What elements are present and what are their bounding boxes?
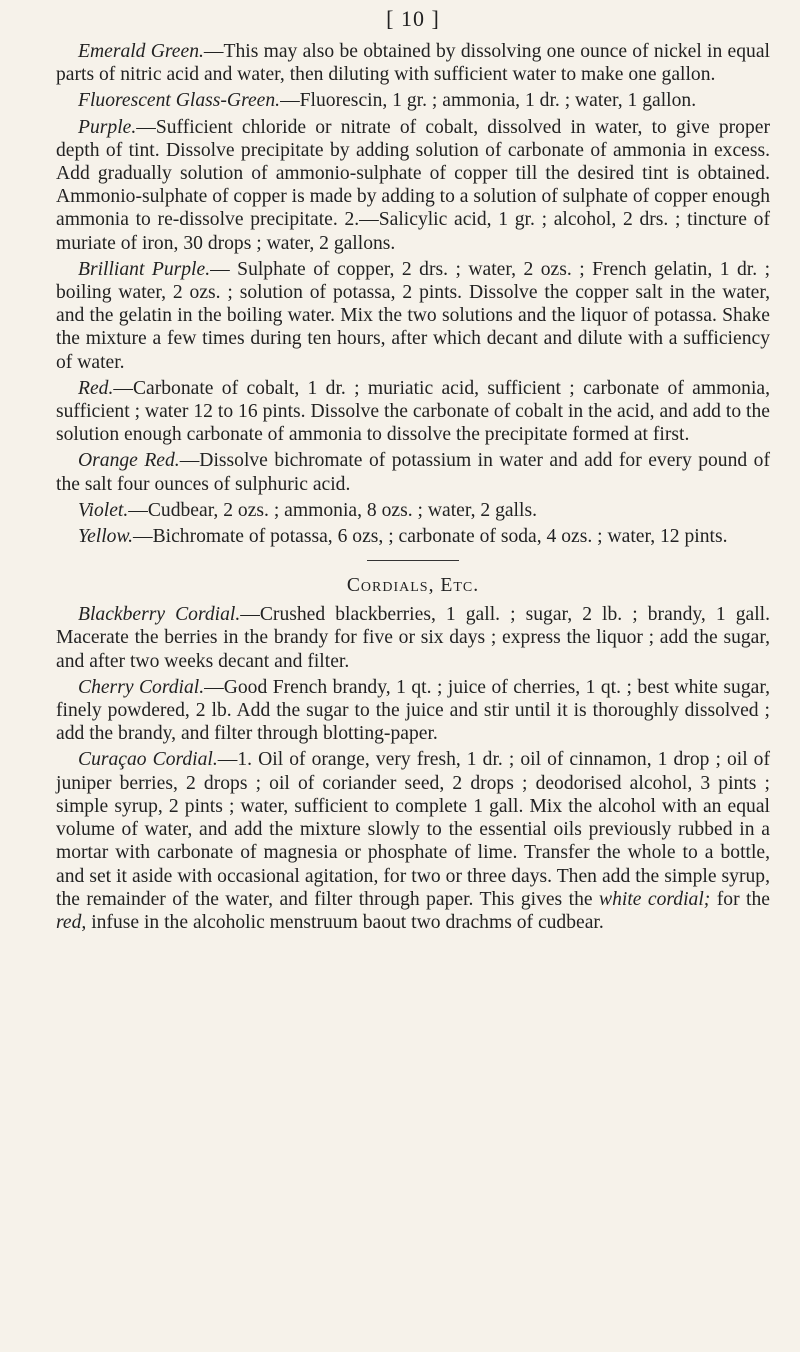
entry-text: for the [710,888,770,910]
entry-term: Red. [78,377,114,399]
entry-brilliant-purple [56,258,770,374]
entry-yellow [56,525,770,548]
entry-emphasis: white cordial; [599,888,711,910]
entry-text: —Dissolve bichromate of potassium in water and add for every pound of the salt four ounces of sulphuric acid. [56,450,770,495]
document-page [56,6,770,937]
entry-term: Curaçao Cordial. [78,749,218,771]
entry-text: —Cudbear, 2 ozs. ; ammonia, 8 ozs. ; water, 2 galls. [128,499,537,521]
section-divider [367,560,459,561]
entry-text: —Fluorescin, 1 gr. ; ammonia, 1 dr. ; water, 1 gallon. [280,90,697,112]
entry-text: —1. Oil of orange, very fresh, 1 dr. ; oil of cinnamon, 1 drop ; oil of juniper berries, 2 drops ; oil of coriander seed, 2 drops ; deodorised alcohol, 3 pints ; simple syrup, 2 pints ; water, sufficient to complete 1 gall. Mix the alcohol with an equal volume of water, and add the mixture slowly to the essential oils previously rubbed in a mortar with carbonate of magnesia or phosphate of lime. Transfer the whole to a bottle, and set it aside with occasional agitation, for two or three days. Then add the simple syrup, the remainder of the water, and filter through paper. This gives the [56,749,771,910]
entry-term: Fluorescent Glass-Green. [78,90,281,112]
entry-cherry-cordial [56,676,770,746]
page-number: [ 10 ] [386,6,440,31]
entry-term: Blackberry Cordial. [78,604,241,626]
entry-purple [56,116,770,255]
entry-term: Purple. [78,116,137,138]
entry-term: Emerald Green. [78,41,204,62]
entry-term: Cherry Cordial. [78,676,205,698]
entry-text: —Carbonate of cobalt, 1 dr. ; muriatic acid, sufficient ; carbonate of ammonia, sufficient ; water 12 to 16 pints. Dissolve the carbonate of cobalt in the acid, and add to the solution enough carbonate of ammonia to dissolve the precipitate formed at first. [56,377,770,446]
entry-text: —Bichromate of potassa, 6 ozs, ; carbonate of soda, 4 ozs. ; water, 12 pints. [133,526,728,548]
entry-text: —Crushed blackberries, 1 gall. ; sugar, 2 lb. ; brandy, 1 gall. Macerate the berries in the brandy for five or six days ; express the liquor ; add the sugar, and after two weeks decant and filter. [56,604,770,672]
entry-text: — Sulphate of copper, 2 drs. ; water, 2 ozs. ; French gelatin, 1 dr. ; boiling water, 2 ozs. ; solution of potassa, 2 pints. Dissolve the copper salt in the water, and the gelatin in the boiling water. Mix the two solutions and the liquor of potassa. Shake the mixture a few times during ten hours, after which decant and dilute with a sufficiency of water. [56,258,771,373]
entry-term: Brilliant Purple. [78,258,211,280]
entry-orange-red [56,449,770,495]
entry-curacao-cordial [56,748,770,934]
section-title: Cordials, Etc. [346,575,480,597]
entry-text: —This may also be obtained by dissolving one ounce of nickel in equal parts of nitric acid and water, then diluting with sufficient water to make one gallon. [56,41,770,86]
entry-text: —Good French brandy, 1 qt. ; juice of cherries, 1 qt. ; best white sugar, finely powdered, 2 lb. Add the sugar to the juice and stir until it is thoroughly dissolved ; add the brandy, and filter through blotting-paper. [56,676,770,745]
entry-blackberry-cordial [56,603,770,673]
entry-emerald-green [56,40,770,86]
entry-fluorescent-glass-green [56,89,770,112]
entry-term: Orange Red. [78,450,180,472]
entry-violet [56,499,770,522]
entry-emphasis: red, [56,911,87,933]
entry-term: Yellow. [78,526,133,548]
entry-text: infuse in the alcoholic menstruum baout two drachms of cudbear. [86,911,604,933]
entry-red [56,377,770,447]
entry-term: Violet. [78,499,129,521]
entry-text: —Sufficient chloride or nitrate of cobalt, dissolved in water, to give proper depth of tint. Dissolve precipitate by adding solution of carbonate of ammonia in excess. Add gradually solution of ammonio-sulphate of copper till the desired tint is obtained. Ammonio-sulphate of copper is made by adding to a solution of sulphate of copper enough ammonia to re-dissolve precipitate. 2.—Salicylic acid, 1 gr. ; alcohol, 2 drs. ; tincture of muriate of iron, 30 drops ; water, 2 gallons. [56,116,770,254]
